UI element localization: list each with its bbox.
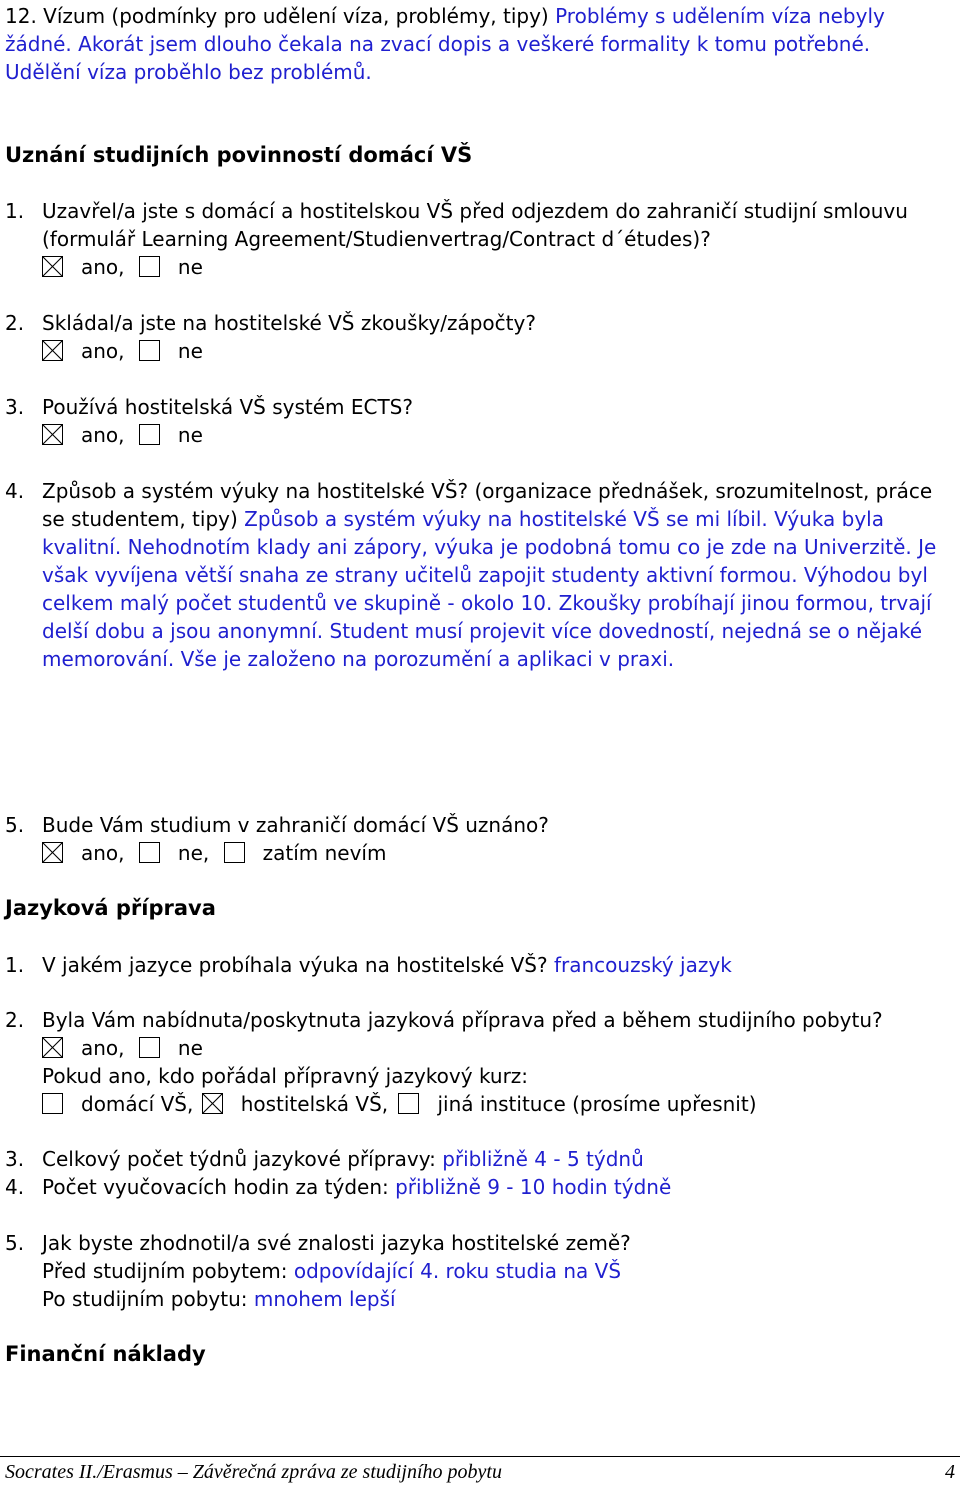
before-label: Před studijním pobytem: [42, 1259, 288, 1283]
q5-no-checkbox[interactable] [139, 842, 160, 863]
language-q2 [5, 1006, 883, 1034]
language-q1 [5, 951, 732, 979]
org-host-label: hostitelská VŠ, [240, 1092, 389, 1116]
q4-answer-start: Způsob a systém výuky na hostitelské VŠ se mi líbil. Výuka byla [244, 507, 884, 531]
before-answer: odpovídající 4. roku studia na VŠ [293, 1259, 622, 1283]
recognition-q3 [5, 393, 413, 421]
q2-no-label: ne [177, 339, 203, 363]
q3-options [42, 421, 203, 449]
q5-text: Bude Vám studium v zahraničí domácí VŠ uznáno? [42, 813, 549, 837]
recognition-q5 [5, 811, 549, 839]
q5-number: 5. [5, 813, 25, 837]
lang-q2-yes-checkbox[interactable] [42, 1037, 63, 1058]
q3-yes-label: ano, [81, 423, 125, 447]
lang-q1-number: 1. [5, 953, 25, 977]
lang-q4-answer: přibližně 9 - 10 hodin týdně [395, 1175, 672, 1199]
language-heading: Jazyková příprava [5, 896, 216, 920]
lang-q3-number: 3. [5, 1147, 25, 1171]
q2-text: Skládal/a jste na hostitelské VŠ zkoušky/zápočty? [42, 311, 536, 335]
lang-q2-options [42, 1034, 203, 1062]
q5-options [42, 839, 386, 867]
q4-answer-line: celkem malý počet studentů ve skupině - okolo 10. Zkoušky probíhají jinou formou, trvají [42, 591, 932, 615]
lang-q5-text: Jak byste zhodnotil/a své znalosti jazyka hostitelské země? [42, 1231, 631, 1255]
lang-q4-text: Počet vyučovacích hodin za týden: [42, 1175, 389, 1199]
q5-yes-checkbox[interactable] [42, 842, 63, 863]
org-other-label: jiná instituce (prosíme upřesnit) [437, 1092, 757, 1116]
q3-text: Používá hostitelská VŠ systém ECTS? [42, 395, 413, 419]
visa-line-1 [5, 2, 885, 30]
finance-heading: Finanční náklady [5, 1342, 206, 1366]
page-footer [5, 1461, 955, 1484]
q2-no-checkbox[interactable] [139, 340, 160, 361]
recognition-heading: Uznání studijních povinností domácí VŠ [5, 143, 473, 167]
q4-answer-line: však vyvíjena větší snaha ze strany učitelů zapojit studenty aktivní formou. Výhodou byl [42, 563, 928, 587]
after-answer: mnohem lepší [253, 1287, 396, 1311]
org-host-checkbox[interactable] [202, 1093, 223, 1114]
q1-number: 1. [5, 199, 25, 223]
lang-q3-answer: přibližně 4 - 5 týdnů [442, 1147, 644, 1171]
lang-q5-before [42, 1257, 621, 1285]
lang-q2-no-checkbox[interactable] [139, 1037, 160, 1058]
lang-q2-org-options [42, 1090, 757, 1118]
q4-answer-line: kvalitní. Nehodnotím klady ani zápory, výuka je podobná tomu co je zde na Univerzitě. Je [42, 535, 937, 559]
lang-q2-number: 2. [5, 1008, 25, 1032]
lang-q1-answer: francouzský jazyk [553, 953, 732, 977]
q3-yes-checkbox[interactable] [42, 424, 63, 445]
lang-q2-sub: Pokud ano, kdo pořádal přípravný jazykový kurz: [42, 1064, 529, 1088]
q1-text: Uzavřel/a jste s domácí a hostitelskou VŠ před odjezdem do zahraničí studijní smlouvu [42, 199, 908, 223]
page-number: 4 [945, 1461, 955, 1483]
q4-answer-line: delší dobu a jsou anonymní. Student musí projevit více dovedností, nejedná se o nějaké [42, 619, 922, 643]
q2-yes-label: ano, [81, 339, 125, 363]
q1-yes-checkbox[interactable] [42, 256, 63, 277]
q5-unknown-label: zatím nevím [262, 841, 387, 865]
footer-title: Socrates II./Erasmus – Závěrečná zpráva ze studijního pobytu [5, 1461, 502, 1483]
lang-q4-number: 4. [5, 1175, 25, 1199]
recognition-q1-line-2: (formulář Learning Agreement/Studienvertrag/Contract d´études)? [42, 227, 711, 251]
visa-answer-line-2: žádné. Akorát jsem dlouho čekala na zvací dopis a veškeré formality k tomu potřebné. [5, 32, 871, 56]
language-q3 [5, 1145, 644, 1173]
lang-q3-text: Celkový počet týdnů jazykové přípravy: [42, 1147, 436, 1171]
q5-no-label: ne, [177, 841, 210, 865]
footer-divider [0, 1456, 960, 1457]
recognition-q4-line-1 [5, 477, 932, 505]
q2-yes-checkbox[interactable] [42, 340, 63, 361]
q2-number: 2. [5, 311, 25, 335]
recognition-q2 [5, 309, 536, 337]
language-q4 [5, 1173, 671, 1201]
visa-answer-line-3: Udělění víza proběhlo bez problémů. [5, 60, 372, 84]
q1-options [42, 253, 203, 281]
recognition-q4-line-2 [42, 505, 884, 533]
q3-no-checkbox[interactable] [139, 424, 160, 445]
lang-q2-no-label: ne [177, 1036, 203, 1060]
q5-yes-label: ano, [81, 841, 125, 865]
lang-q2-text: Byla Vám nabídnuta/poskytnuta jazyková příprava před a během studijního pobytu? [42, 1008, 883, 1032]
org-home-label: domácí VŠ, [81, 1092, 194, 1116]
lang-q1-text: V jakém jazyce probíhala výuka na hostitelské VŠ? [42, 953, 548, 977]
visa-answer-start: Problémy s udělením víza nebyly [555, 4, 885, 28]
after-label: Po studijním pobytu: [42, 1287, 248, 1311]
recognition-q1-line-1 [5, 197, 908, 225]
q4-text: Způsob a systém výuky na hostitelské VŠ? (organizace přednášek, srozumitelnost, práce [42, 479, 933, 503]
lang-q5-number: 5. [5, 1231, 25, 1255]
q3-number: 3. [5, 395, 25, 419]
q2-options [42, 337, 203, 365]
language-q5 [5, 1229, 631, 1257]
org-other-checkbox[interactable] [398, 1093, 419, 1114]
q4-answer-line: memorování. Vše je založeno na porozumění a aplikaci v praxi. [42, 647, 675, 671]
lang-q5-after [42, 1285, 396, 1313]
q4-number: 4. [5, 479, 25, 503]
q1-no-checkbox[interactable] [139, 256, 160, 277]
q1-no-label: ne [177, 255, 203, 279]
lang-q2-yes-label: ano, [81, 1036, 125, 1060]
q4-text-cont: se studentem, tipy) [42, 507, 238, 531]
visa-question: 12. Vízum (podmínky pro udělení víza, problémy, tipy) [5, 4, 549, 28]
q1-yes-label: ano, [81, 255, 125, 279]
q3-no-label: ne [177, 423, 203, 447]
org-home-checkbox[interactable] [42, 1093, 63, 1114]
q5-unknown-checkbox[interactable] [224, 842, 245, 863]
